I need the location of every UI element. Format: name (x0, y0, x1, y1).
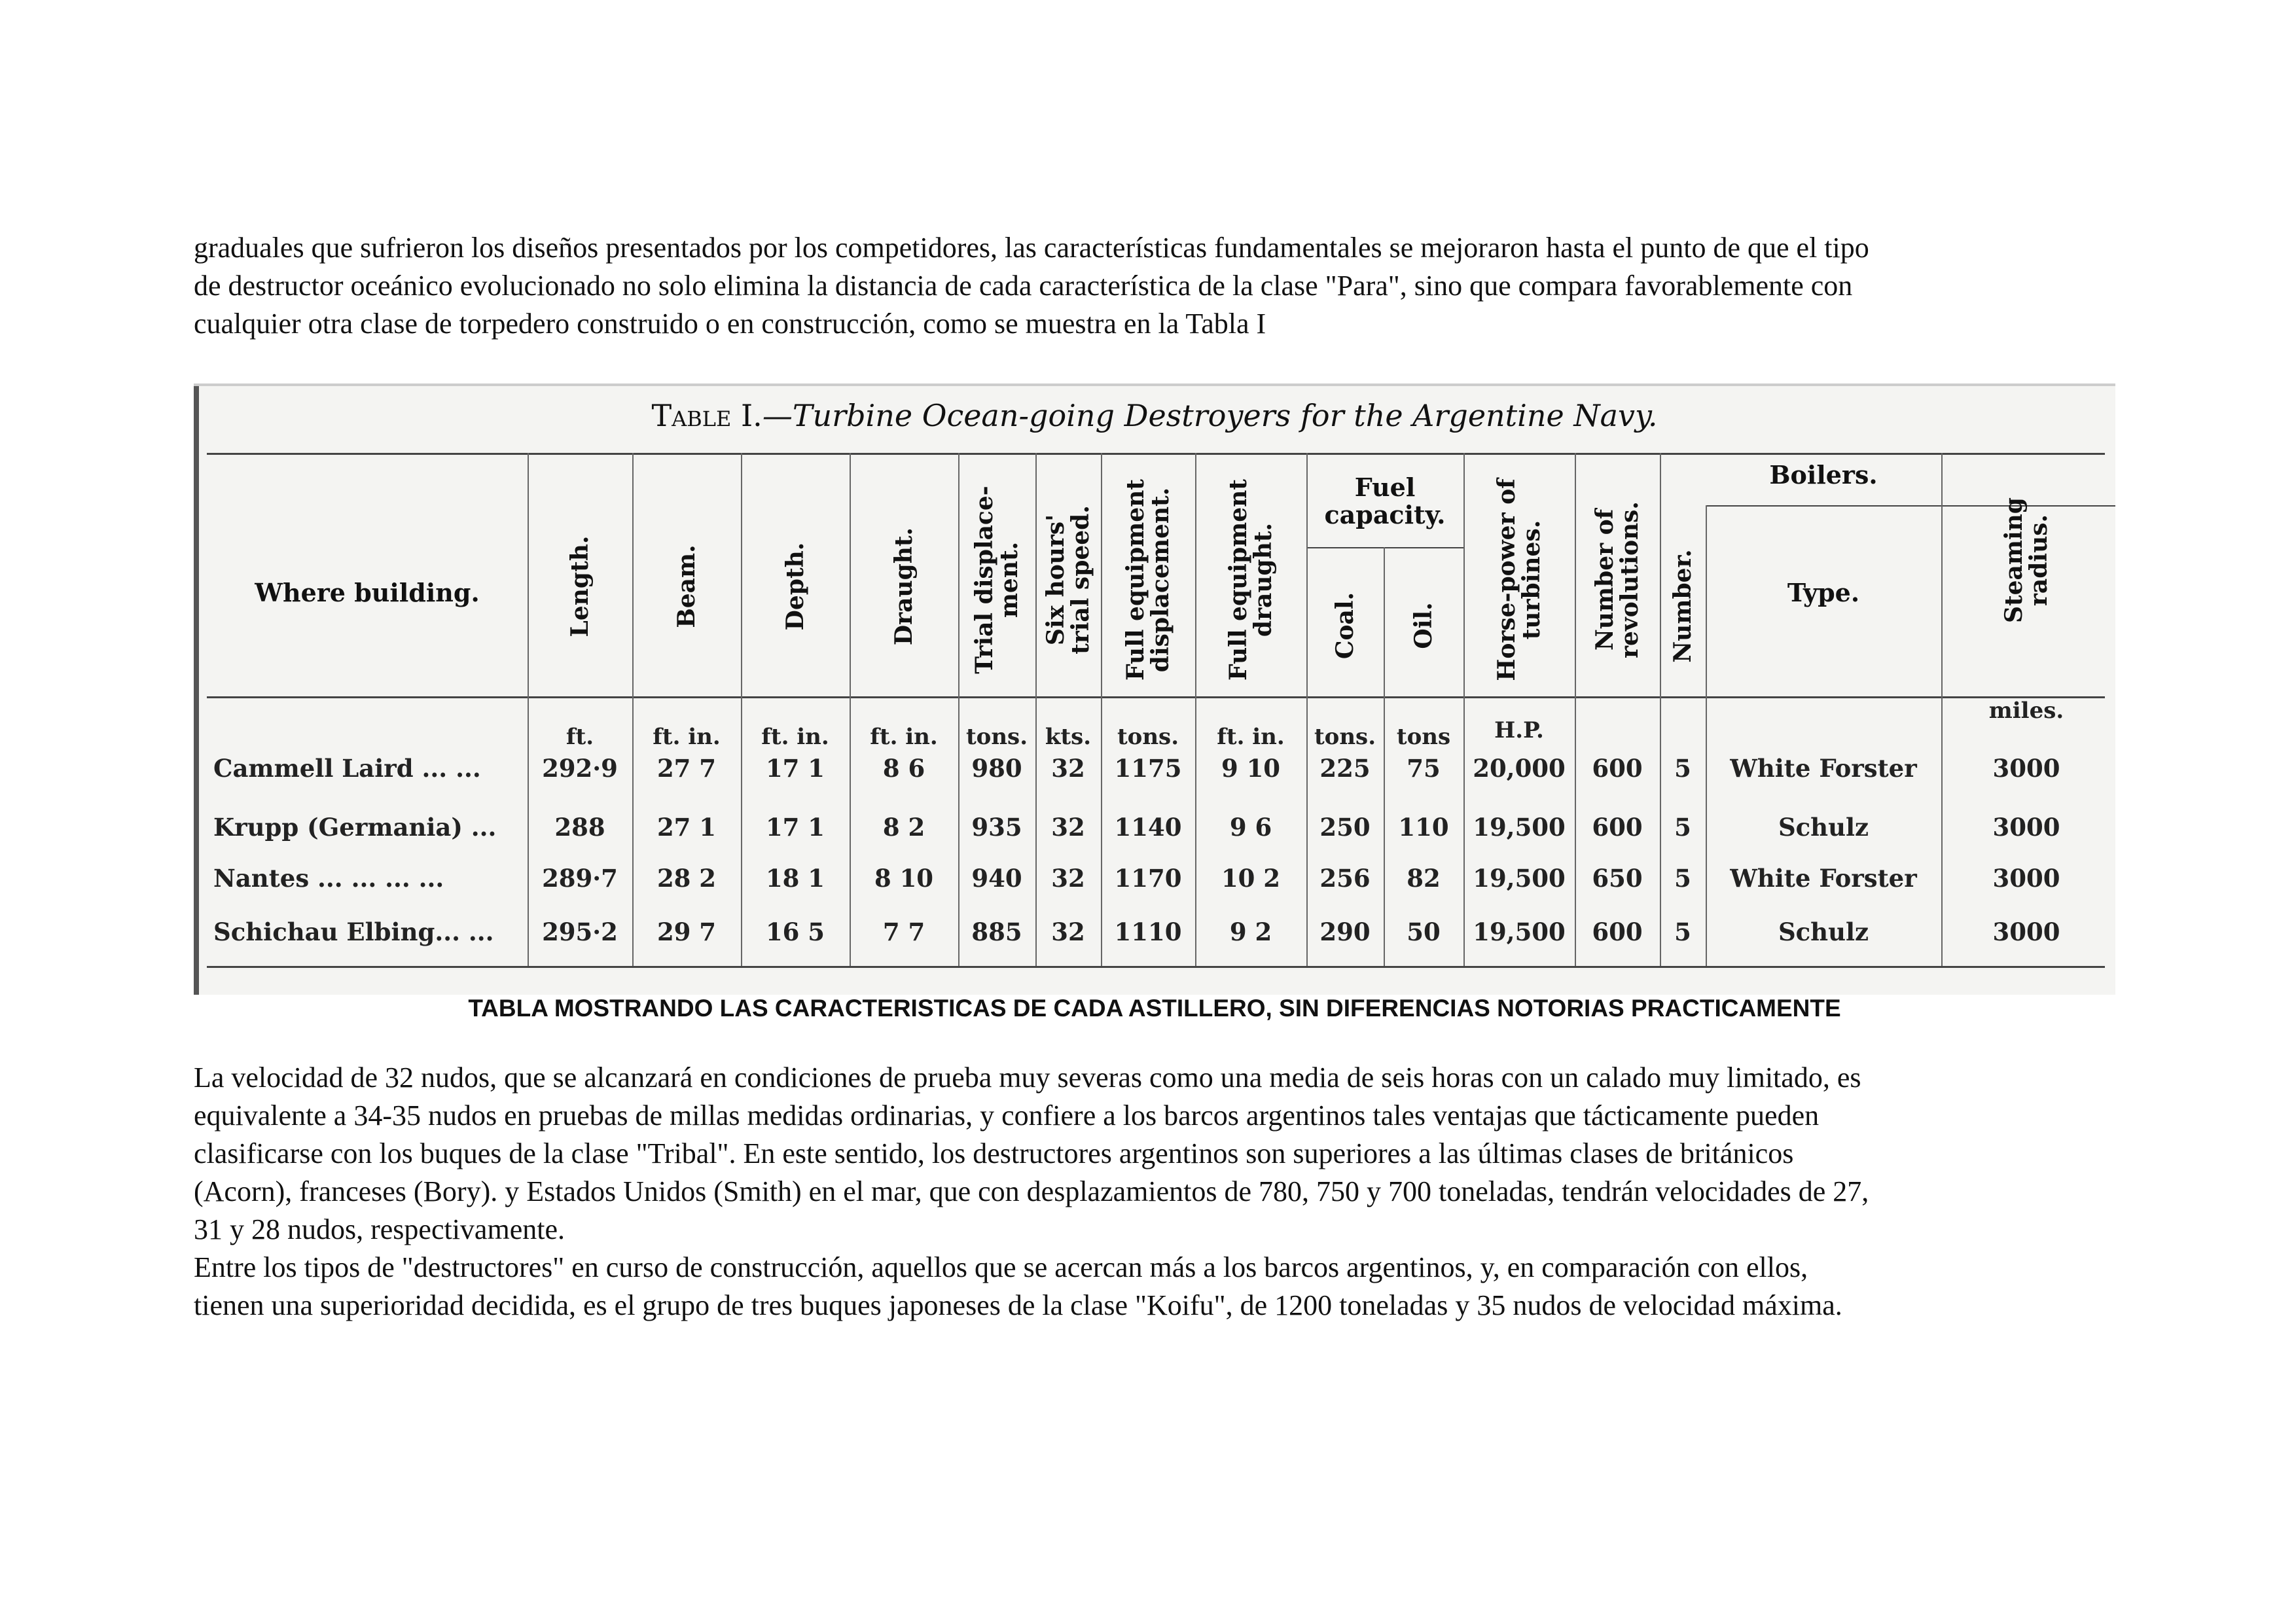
unit-label: ft. in. (1217, 724, 1285, 750)
unit-label: tons (1396, 724, 1451, 750)
header-fuel-capacity: Fuel capacity. (1324, 473, 1446, 529)
cell-trial-speed: 32 (1051, 864, 1085, 893)
cell-oil: 110 (1398, 813, 1449, 842)
text-line: cualquier otra clase de torpedero construido o en construcción, como se muestra en la Tabla I (194, 308, 1266, 340)
header-boiler-type: Type. (1787, 578, 1860, 607)
cell-full-draught: 10 2 (1221, 864, 1281, 893)
text-line: 31 y 28 nudos, respectivamente. (194, 1213, 565, 1245)
header-oil: Oil. (1410, 602, 1437, 649)
cell-oil: 75 (1407, 754, 1441, 783)
cell-boiler-number: 5 (1674, 754, 1691, 783)
cell-boiler-type: Schulz (1778, 813, 1869, 842)
cell-oil: 50 (1407, 918, 1441, 946)
unit-label: miles. (1988, 698, 2064, 724)
header-boiler-number: Number. (1669, 549, 1696, 663)
cell-boiler-number: 5 (1674, 813, 1691, 842)
header-length: Length. (566, 535, 594, 637)
cell-trial-displacement: 885 (971, 918, 1022, 946)
table-caption: TABLA MOSTRANDO LAS CARACTERISTICAS DE CADA ASTILLERO, SIN DIFERENCIAS NOTORIAS PRACTICAMENTE (468, 995, 1841, 1022)
paragraph-speed (194, 1059, 2125, 1249)
column-rule (1706, 505, 1707, 966)
column-rule (1306, 453, 1308, 966)
cell-length: 289·7 (542, 864, 618, 893)
unit-label: tons. (1117, 724, 1179, 750)
unit-label: ft. in. (761, 724, 829, 750)
cell-horse-power: 19,500 (1473, 864, 1566, 893)
header-coal: Coal. (1331, 592, 1359, 660)
cell-steaming-radius: 3000 (1992, 918, 2060, 946)
column-rule (850, 453, 851, 966)
cell-depth: 16 5 (765, 918, 825, 946)
cell-depth: 17 1 (765, 754, 825, 783)
column-rule (1941, 453, 1943, 966)
column-rule (741, 453, 742, 966)
header-steaming-radius: Steaming radius. (2000, 497, 2053, 623)
text-line: equivalente a 34-35 nudos en pruebas de millas medidas ordinarias, y confiere a los barcos argentinos tales ventajas que tácticamente pueden (194, 1099, 1820, 1132)
cell-full-displacement: 1140 (1114, 813, 1182, 842)
table-rule (1706, 505, 2115, 507)
column-rule (1195, 453, 1196, 966)
unit-label: ft. in. (653, 724, 721, 750)
column-rule (1101, 453, 1102, 966)
column-rule (1384, 547, 1385, 966)
unit-label: tons. (1314, 724, 1376, 750)
text-line: graduales que sufrieron los diseños presentados por los competidores, las características fundamentales se mejoraron hasta el punto de que el tipo (194, 232, 1869, 264)
scan-edge (194, 383, 199, 995)
cell-trial-speed: 32 (1051, 918, 1085, 946)
header-depth: Depth. (781, 542, 809, 631)
table-rule (1306, 547, 1463, 548)
cell-where-building: Cammell Laird ... ... (213, 754, 481, 783)
cell-trial-speed: 32 (1051, 754, 1085, 783)
cell-where-building: Schichau Elbing... ... (213, 918, 494, 946)
cell-length: 295·2 (542, 918, 618, 946)
unit-label: tons. (965, 724, 1028, 750)
cell-boiler-type: Schulz (1778, 918, 1869, 946)
cell-horse-power: 19,500 (1473, 813, 1566, 842)
cell-horse-power: 20,000 (1473, 754, 1566, 783)
header-draught: Draught. (890, 527, 918, 646)
cell-coal: 256 (1319, 864, 1371, 893)
cell-full-displacement: 1175 (1114, 754, 1182, 783)
header-horse-power: Horse-power of turbines. (1493, 478, 1545, 681)
cell-beam: 27 7 (656, 754, 717, 783)
cell-where-building: Krupp (Germania) ... (213, 813, 497, 842)
header-boilers: Boilers. (1769, 460, 1878, 490)
cell-revolutions: 650 (1592, 864, 1643, 893)
paragraph-comparison (194, 1249, 2125, 1325)
cell-trial-displacement: 940 (971, 864, 1022, 893)
cell-where-building: Nantes ... ... ... ... (213, 864, 444, 893)
cell-horse-power: 19,500 (1473, 918, 1566, 946)
text-line: La velocidad de 32 nudos, que se alcanzará en condiciones de prueba muy severas como una media de seis horas con un calado muy limitado, es (194, 1061, 1861, 1094)
column-rule (1463, 453, 1465, 966)
cell-coal: 290 (1319, 918, 1371, 946)
cell-steaming-radius: 3000 (1992, 813, 2060, 842)
unit-label: ft. in. (870, 724, 938, 750)
text-line: (Acorn), franceses (Bory). y Estados Unidos (Smith) en el mar, que con desplazamientos de 780, 750 y 700 toneladas, tendrán velocidades de 27, (194, 1175, 1869, 1207)
text-line: Entre los tipos de "destructores" en curso de construcción, aquellos que se acercan más a los barcos argentinos, y, en comparación con ellos, (194, 1251, 1808, 1283)
table-scan-image (194, 383, 2115, 995)
cell-beam: 27 1 (656, 813, 717, 842)
cell-length: 292·9 (542, 754, 618, 783)
header-where-building: Where building. (255, 578, 480, 607)
unit-label: H.P. (1494, 717, 1544, 743)
header-six-hours-speed: Six hours' trial speed. (1042, 505, 1094, 654)
cell-depth: 17 1 (765, 813, 825, 842)
cell-draught: 7 7 (882, 918, 925, 946)
cell-trial-displacement: 980 (971, 754, 1022, 783)
header-beam: Beam. (673, 544, 700, 628)
cell-full-draught: 9 2 (1229, 918, 1272, 946)
column-rule (632, 453, 634, 966)
cell-full-displacement: 1170 (1114, 864, 1182, 893)
unit-label: ft. (565, 724, 594, 750)
scan-edge (194, 383, 2115, 386)
cell-revolutions: 600 (1592, 813, 1643, 842)
column-rule (1035, 453, 1037, 966)
cell-draught: 8 2 (882, 813, 925, 842)
cell-steaming-radius: 3000 (1992, 754, 2060, 783)
cell-oil: 82 (1407, 864, 1441, 893)
unit-label: kts. (1045, 724, 1092, 750)
cell-coal: 250 (1319, 813, 1371, 842)
cell-boiler-number: 5 (1674, 864, 1691, 893)
header-trial-displacement: Trial displace- ment. (971, 486, 1023, 674)
table-rule (207, 966, 2105, 968)
cell-full-draught: 9 6 (1229, 813, 1272, 842)
paragraph-intro (194, 229, 2125, 343)
column-rule (1660, 453, 1661, 966)
header-full-displacement: Full equipment displacement. (1122, 479, 1174, 681)
header-revolutions: Number of revolutions. (1591, 501, 1643, 658)
cell-beam: 29 7 (656, 918, 717, 946)
cell-beam: 28 2 (656, 864, 717, 893)
cell-length: 288 (554, 813, 605, 842)
table-rule (207, 453, 2105, 455)
cell-boiler-type: White Forster (1730, 864, 1917, 893)
cell-full-displacement: 1110 (1114, 918, 1182, 946)
cell-coal: 225 (1319, 754, 1371, 783)
cell-depth: 18 1 (765, 864, 825, 893)
cell-trial-displacement: 935 (971, 813, 1022, 842)
cell-revolutions: 600 (1592, 918, 1643, 946)
header-full-draught: Full equipment draught. (1225, 479, 1277, 681)
cell-revolutions: 600 (1592, 754, 1643, 783)
column-rule (528, 453, 529, 966)
column-rule (958, 453, 960, 966)
text-line: tienen una superioridad decidida, es el grupo de tres buques japoneses de la clase "Koifu", de 1200 toneladas y 35 nudos de velocidad máxima. (194, 1289, 1842, 1321)
cell-boiler-type: White Forster (1730, 754, 1917, 783)
table-rule (207, 696, 2105, 698)
text-line: clasificarse con los buques de la clase "Tribal". En este sentido, los destructores argentinos son superiores a las últimas clases de británicos (194, 1137, 1794, 1169)
cell-steaming-radius: 3000 (1992, 864, 2060, 893)
table-title: Table I.—Turbine Ocean-going Destroyers for the Argentine Navy. (651, 398, 1658, 433)
cell-draught: 8 10 (874, 864, 934, 893)
cell-full-draught: 9 10 (1221, 754, 1281, 783)
column-rule (1575, 453, 1576, 966)
cell-trial-speed: 32 (1051, 813, 1085, 842)
cell-draught: 8 6 (882, 754, 925, 783)
text-line: de destructor oceánico evolucionado no solo elimina la distancia de cada característica de la clase "Para", sino que compara favorablemente con (194, 270, 1853, 302)
cell-boiler-number: 5 (1674, 918, 1691, 946)
